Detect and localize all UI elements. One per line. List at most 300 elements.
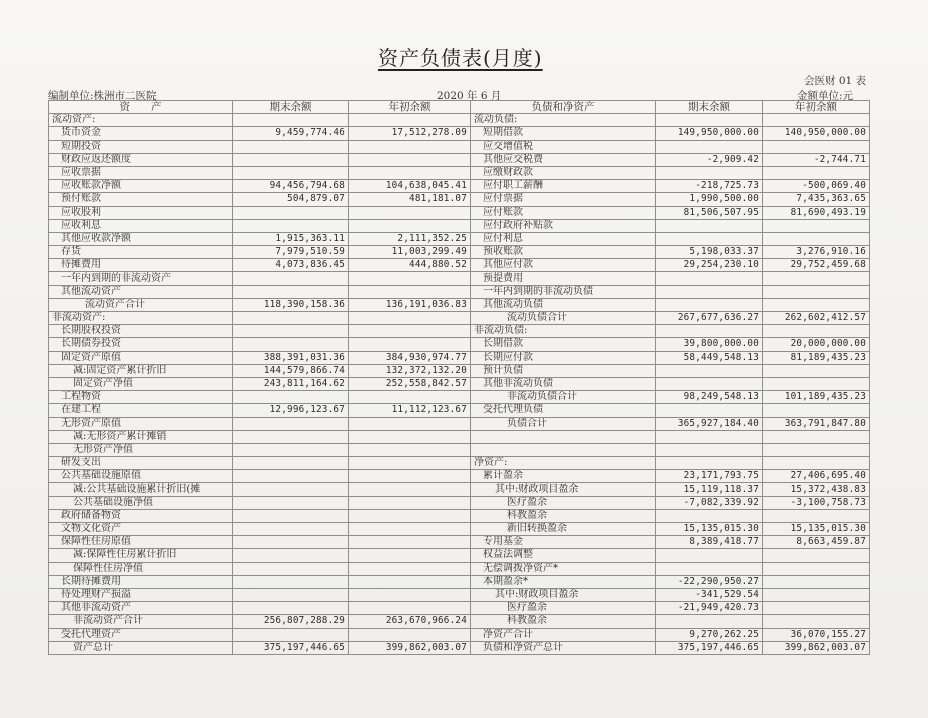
- liability-beginning-balance: -3,100,758.73: [763, 496, 870, 509]
- asset-ending-balance: [233, 523, 349, 536]
- liability-ending-balance: 375,197,446.65: [656, 641, 763, 654]
- asset-ending-balance: [233, 628, 349, 641]
- liability-label: 权益法调整: [471, 549, 656, 562]
- liability-beginning-balance: 399,862,003.07: [763, 641, 870, 654]
- liability-label: 负债和净资产总计: [471, 641, 656, 654]
- header-asset-ending: 期末余额: [233, 101, 349, 114]
- liability-beginning-balance: 20,000,000.00: [763, 338, 870, 351]
- asset-ending-balance: [233, 549, 349, 562]
- asset-ending-balance: 388,391,031.36: [233, 351, 349, 364]
- liability-label: 科教盈余: [471, 615, 656, 628]
- asset-label: 公共基础设施原值: [49, 470, 233, 483]
- asset-label: 固定资产原值: [49, 351, 233, 364]
- table-row: [49, 430, 870, 443]
- table-row: [49, 312, 870, 325]
- liability-beginning-balance: 3,276,910.16: [763, 246, 870, 259]
- header-asset: 资 产: [49, 101, 233, 114]
- asset-beginning-balance: 17,512,278.09: [349, 127, 471, 140]
- asset-label: 其他非流动资产: [49, 602, 233, 615]
- liability-ending-balance: 5,198,033.37: [656, 246, 763, 259]
- asset-beginning-balance: 136,191,036.83: [349, 298, 471, 311]
- liability-ending-balance: -341,529.54: [656, 588, 763, 601]
- liability-ending-balance: [656, 404, 763, 417]
- liability-ending-balance: [656, 298, 763, 311]
- asset-label: 短期投资: [49, 140, 233, 153]
- asset-beginning-balance: 444,880.52: [349, 259, 471, 272]
- table-row: [49, 351, 870, 364]
- table-row: [49, 193, 870, 206]
- liability-ending-balance: 29,254,230.10: [656, 259, 763, 272]
- asset-beginning-balance: [349, 562, 471, 575]
- asset-label: 存货: [49, 246, 233, 259]
- liability-label: 新旧转换盈余: [471, 523, 656, 536]
- asset-ending-balance: 1,915,363.11: [233, 232, 349, 245]
- asset-label: 其他流动资产: [49, 285, 233, 298]
- table-row: [49, 180, 870, 193]
- currency-unit: 金额单位:元: [797, 90, 854, 102]
- asset-beginning-balance: [349, 443, 471, 456]
- liability-ending-balance: 98,249,548.13: [656, 391, 763, 404]
- asset-beginning-balance: [349, 470, 471, 483]
- asset-beginning-balance: [349, 338, 471, 351]
- balance-sheet: [48, 100, 870, 655]
- liability-label: 应付政府补贴款: [471, 219, 656, 232]
- asset-beginning-balance: [349, 391, 471, 404]
- liability-beginning-balance: [763, 232, 870, 245]
- table-row: [49, 496, 870, 509]
- asset-label: 无形资产净值: [49, 443, 233, 456]
- table-header-row: [49, 101, 870, 114]
- liability-ending-balance: [656, 430, 763, 443]
- liability-ending-balance: [656, 443, 763, 456]
- asset-label: 长期债券投资: [49, 338, 233, 351]
- liability-beginning-balance: 27,406,695.40: [763, 470, 870, 483]
- table-row: [49, 483, 870, 496]
- asset-label: 减:固定资产累计折旧: [49, 364, 233, 377]
- asset-ending-balance: [233, 536, 349, 549]
- table-row: [49, 628, 870, 641]
- liability-label: 应付账款: [471, 206, 656, 219]
- liability-label: 应付利息: [471, 232, 656, 245]
- asset-beginning-balance: [349, 496, 471, 509]
- liability-label: 其他流动负债: [471, 298, 656, 311]
- liability-beginning-balance: [763, 325, 870, 338]
- liability-label: 应缴财政款: [471, 166, 656, 179]
- asset-beginning-balance: [349, 114, 471, 127]
- liability-beginning-balance: [763, 285, 870, 298]
- asset-beginning-balance: [349, 523, 471, 536]
- asset-ending-balance: [233, 483, 349, 496]
- table-row: [49, 536, 870, 549]
- liability-ending-balance: -2,909.42: [656, 153, 763, 166]
- liability-label: 无偿调拨净资产*: [471, 562, 656, 575]
- liability-beginning-balance: -2,744.71: [763, 153, 870, 166]
- table-row: [49, 575, 870, 588]
- asset-label: 文物文化资产: [49, 523, 233, 536]
- liability-label: 非流动负债合计: [471, 391, 656, 404]
- asset-label: 非流动资产合计: [49, 615, 233, 628]
- asset-ending-balance: 9,459,774.46: [233, 127, 349, 140]
- asset-ending-balance: 504,879.07: [233, 193, 349, 206]
- asset-beginning-balance: 481,181.07: [349, 193, 471, 206]
- table-row: [49, 285, 870, 298]
- liability-ending-balance: [656, 615, 763, 628]
- liability-beginning-balance: 15,372,438.83: [763, 483, 870, 496]
- asset-beginning-balance: 399,862,003.07: [349, 641, 471, 654]
- liability-label: 本期盈余*: [471, 575, 656, 588]
- table-row: [49, 443, 870, 456]
- liability-ending-balance: 39,800,000.00: [656, 338, 763, 351]
- table-row: [49, 641, 870, 654]
- liability-label: 专用基金: [471, 536, 656, 549]
- asset-ending-balance: [233, 166, 349, 179]
- asset-label: 政府储备物资: [49, 509, 233, 522]
- liability-label: 一年内到期的非流动负债: [471, 285, 656, 298]
- liability-label: 应付职工薪酬: [471, 180, 656, 193]
- asset-label: 长期待摊费用: [49, 575, 233, 588]
- liability-ending-balance: -21,949,420.73: [656, 602, 763, 615]
- asset-ending-balance: [233, 312, 349, 325]
- liability-beginning-balance: -500,069.40: [763, 180, 870, 193]
- liability-ending-balance: 15,119,118.37: [656, 483, 763, 496]
- table-row: [49, 364, 870, 377]
- liability-label: 累计盈余: [471, 470, 656, 483]
- liability-label: 非流动负债:: [471, 325, 656, 338]
- asset-beginning-balance: [349, 166, 471, 179]
- liability-beginning-balance: [763, 166, 870, 179]
- liability-beginning-balance: [763, 404, 870, 417]
- asset-beginning-balance: [349, 417, 471, 430]
- liability-ending-balance: -7,082,339.92: [656, 496, 763, 509]
- liability-ending-balance: [656, 377, 763, 390]
- asset-beginning-balance: [349, 536, 471, 549]
- liability-beginning-balance: [763, 140, 870, 153]
- asset-ending-balance: 118,390,158.36: [233, 298, 349, 311]
- asset-label: 应收账款净额: [49, 180, 233, 193]
- asset-ending-balance: 12,996,123.67: [233, 404, 349, 417]
- asset-label: 公共基础设施净值: [49, 496, 233, 509]
- asset-beginning-balance: 263,670,966.24: [349, 615, 471, 628]
- asset-label: 待处理财产损溢: [49, 588, 233, 601]
- table-row: [49, 602, 870, 615]
- liability-beginning-balance: [763, 443, 870, 456]
- asset-beginning-balance: [349, 575, 471, 588]
- table-row: [49, 338, 870, 351]
- reporting-period: 2020 年 6 月: [437, 90, 502, 102]
- table-row: [49, 523, 870, 536]
- asset-ending-balance: [233, 443, 349, 456]
- asset-label: 预付账款: [49, 193, 233, 206]
- table-row: [49, 140, 870, 153]
- asset-label: 保障性住房原值: [49, 536, 233, 549]
- asset-label: 流动资产合计: [49, 298, 233, 311]
- liability-ending-balance: 8,389,418.77: [656, 536, 763, 549]
- liability-ending-balance: [656, 509, 763, 522]
- table-row: [49, 377, 870, 390]
- asset-ending-balance: [233, 206, 349, 219]
- asset-beginning-balance: 2,111,352.25: [349, 232, 471, 245]
- liability-ending-balance: [656, 457, 763, 470]
- table-row: [49, 153, 870, 166]
- table-row: [49, 404, 870, 417]
- liability-label: 其他应交税费: [471, 153, 656, 166]
- liability-label: 净资产:: [471, 457, 656, 470]
- liability-beginning-balance: 15,135,015.30: [763, 523, 870, 536]
- asset-beginning-balance: [349, 483, 471, 496]
- liability-beginning-balance: 81,690,493.19: [763, 206, 870, 219]
- asset-beginning-balance: [349, 602, 471, 615]
- liability-ending-balance: [656, 166, 763, 179]
- table-row: [49, 391, 870, 404]
- asset-label: 资产总计: [49, 641, 233, 654]
- liability-beginning-balance: [763, 615, 870, 628]
- liability-beginning-balance: [763, 272, 870, 285]
- asset-label: 减:保障性住房累计折旧: [49, 549, 233, 562]
- asset-ending-balance: [233, 602, 349, 615]
- liability-ending-balance: 1,990,500.00: [656, 193, 763, 206]
- asset-beginning-balance: 252,558,842.57: [349, 377, 471, 390]
- table-row: [49, 259, 870, 272]
- asset-ending-balance: 7,979,510.59: [233, 246, 349, 259]
- header-liability-ending: 期末余额: [656, 101, 763, 114]
- asset-beginning-balance: [349, 285, 471, 298]
- asset-beginning-balance: [349, 140, 471, 153]
- header-asset-beginning: 年初余额: [349, 101, 471, 114]
- asset-label: 研发支出: [49, 457, 233, 470]
- liability-label: 负债合计: [471, 417, 656, 430]
- asset-label: 一年内到期的非流动资产: [49, 272, 233, 285]
- asset-beginning-balance: 104,638,045.41: [349, 180, 471, 193]
- asset-label: 固定资产净值: [49, 377, 233, 390]
- liability-label: 科教盈余: [471, 509, 656, 522]
- liability-ending-balance: [656, 364, 763, 377]
- liability-beginning-balance: 140,950,000.00: [763, 127, 870, 140]
- liability-ending-balance: 9,270,262.25: [656, 628, 763, 641]
- liability-label: 预计负债: [471, 364, 656, 377]
- asset-ending-balance: [233, 496, 349, 509]
- asset-label: 长期股权投资: [49, 325, 233, 338]
- asset-ending-balance: [233, 509, 349, 522]
- liability-ending-balance: 15,135,015.30: [656, 523, 763, 536]
- liability-label: 其他应付款: [471, 259, 656, 272]
- liability-ending-balance: 23,171,793.75: [656, 470, 763, 483]
- liability-beginning-balance: 29,752,459.68: [763, 259, 870, 272]
- asset-ending-balance: [233, 391, 349, 404]
- table-row: [49, 127, 870, 140]
- liability-ending-balance: 267,677,636.27: [656, 312, 763, 325]
- liability-beginning-balance: 8,663,459.87: [763, 536, 870, 549]
- liability-beginning-balance: [763, 562, 870, 575]
- asset-label: 工程物资: [49, 391, 233, 404]
- liability-label: 其中:财政项目盈余: [471, 483, 656, 496]
- liability-label: 净资产合计: [471, 628, 656, 641]
- asset-ending-balance: [233, 588, 349, 601]
- asset-ending-balance: 144,579,866.74: [233, 364, 349, 377]
- liability-label: 应付票据: [471, 193, 656, 206]
- table-row: [49, 562, 870, 575]
- liability-beginning-balance: [763, 602, 870, 615]
- asset-ending-balance: 243,811,164.62: [233, 377, 349, 390]
- asset-beginning-balance: [349, 549, 471, 562]
- table-row: [49, 272, 870, 285]
- asset-label: 流动资产:: [49, 114, 233, 127]
- balance-sheet-table: [48, 100, 870, 655]
- liability-label: 预提费用: [471, 272, 656, 285]
- liability-beginning-balance: [763, 588, 870, 601]
- asset-beginning-balance: 132,372,132.20: [349, 364, 471, 377]
- asset-label: 待摊费用: [49, 259, 233, 272]
- table-row: [49, 166, 870, 179]
- liability-label: 流动负债合计: [471, 312, 656, 325]
- liability-ending-balance: [656, 562, 763, 575]
- asset-ending-balance: [233, 562, 349, 575]
- asset-ending-balance: [233, 325, 349, 338]
- liability-label: 医疗盈余: [471, 602, 656, 615]
- asset-label: 在建工程: [49, 404, 233, 417]
- asset-ending-balance: [233, 470, 349, 483]
- table-row: [49, 509, 870, 522]
- liability-beginning-balance: 363,791,847.80: [763, 417, 870, 430]
- asset-label: 无形资产原值: [49, 417, 233, 430]
- liability-ending-balance: [656, 272, 763, 285]
- asset-label: 应收票据: [49, 166, 233, 179]
- liability-label: 应交增值税: [471, 140, 656, 153]
- asset-beginning-balance: 384,930,974.77: [349, 351, 471, 364]
- asset-beginning-balance: [349, 312, 471, 325]
- liability-ending-balance: [656, 219, 763, 232]
- asset-beginning-balance: [349, 153, 471, 166]
- asset-beginning-balance: 11,003,299.49: [349, 246, 471, 259]
- header-liability-beginning: 年初余额: [763, 101, 870, 114]
- asset-label: 货币资金: [49, 127, 233, 140]
- liability-ending-balance: 58,449,548.13: [656, 351, 763, 364]
- liability-beginning-balance: [763, 457, 870, 470]
- liability-beginning-balance: 7,435,363.65: [763, 193, 870, 206]
- reporting-unit: 编制单位:株洲市二医院: [48, 90, 157, 102]
- asset-ending-balance: [233, 285, 349, 298]
- liability-ending-balance: [656, 140, 763, 153]
- asset-ending-balance: [233, 575, 349, 588]
- liability-ending-balance: -218,725.73: [656, 180, 763, 193]
- liability-beginning-balance: 81,189,435.23: [763, 351, 870, 364]
- liability-beginning-balance: [763, 114, 870, 127]
- form-code: 会医财 01 表: [804, 75, 867, 87]
- asset-label: 受托代理资产: [49, 628, 233, 641]
- liability-ending-balance: -22,290,950.27: [656, 575, 763, 588]
- asset-ending-balance: [233, 153, 349, 166]
- asset-label: 减:无形资产累计摊销: [49, 430, 233, 443]
- liability-ending-balance: 81,506,507.95: [656, 206, 763, 219]
- asset-ending-balance: [233, 338, 349, 351]
- header-liability: 负债和净资产: [471, 101, 656, 114]
- table-row: [49, 615, 870, 628]
- table-row: [49, 298, 870, 311]
- asset-beginning-balance: [349, 457, 471, 470]
- liability-beginning-balance: [763, 549, 870, 562]
- liability-beginning-balance: [763, 575, 870, 588]
- table-row: [49, 549, 870, 562]
- table-row: [49, 588, 870, 601]
- asset-label: 非流动资产:: [49, 312, 233, 325]
- liability-label: [471, 430, 656, 443]
- liability-label: 其中:财政项目盈余: [471, 588, 656, 601]
- asset-ending-balance: [233, 140, 349, 153]
- asset-ending-balance: 375,197,446.65: [233, 641, 349, 654]
- asset-label: 应收利息: [49, 219, 233, 232]
- page-title: 资产负债表(月度): [378, 46, 543, 70]
- asset-beginning-balance: [349, 588, 471, 601]
- liability-beginning-balance: 101,189,435.23: [763, 391, 870, 404]
- balance-sheet-body: [49, 101, 870, 655]
- asset-ending-balance: [233, 114, 349, 127]
- asset-ending-balance: 256,807,288.29: [233, 615, 349, 628]
- table-row: [49, 114, 870, 127]
- liability-ending-balance: [656, 325, 763, 338]
- liability-label: [471, 443, 656, 456]
- asset-beginning-balance: [349, 206, 471, 219]
- asset-ending-balance: [233, 417, 349, 430]
- table-row: [49, 470, 870, 483]
- table-row: [49, 457, 870, 470]
- asset-beginning-balance: [349, 272, 471, 285]
- liability-label: 短期借款: [471, 127, 656, 140]
- table-row: [49, 206, 870, 219]
- table-row: [49, 232, 870, 245]
- liability-label: 长期借款: [471, 338, 656, 351]
- table-row: [49, 219, 870, 232]
- liability-label: 流动负债:: [471, 114, 656, 127]
- liability-ending-balance: 365,927,184.40: [656, 417, 763, 430]
- asset-beginning-balance: [349, 509, 471, 522]
- asset-beginning-balance: [349, 219, 471, 232]
- liability-ending-balance: [656, 114, 763, 127]
- asset-beginning-balance: [349, 430, 471, 443]
- table-row: [49, 325, 870, 338]
- asset-beginning-balance: [349, 325, 471, 338]
- asset-ending-balance: [233, 219, 349, 232]
- asset-ending-balance: 94,456,794.68: [233, 180, 349, 193]
- liability-beginning-balance: [763, 430, 870, 443]
- table-row: [49, 246, 870, 259]
- asset-label: 其他应收款净额: [49, 232, 233, 245]
- asset-ending-balance: [233, 457, 349, 470]
- liability-beginning-balance: 36,070,155.27: [763, 628, 870, 641]
- liability-label: 其他非流动负债: [471, 377, 656, 390]
- liability-beginning-balance: [763, 298, 870, 311]
- asset-ending-balance: [233, 272, 349, 285]
- liability-label: 预收账款: [471, 246, 656, 259]
- liability-beginning-balance: [763, 364, 870, 377]
- liability-beginning-balance: [763, 219, 870, 232]
- table-row: [49, 417, 870, 430]
- asset-label: 应收股利: [49, 206, 233, 219]
- liability-ending-balance: [656, 549, 763, 562]
- asset-beginning-balance: 11,112,123.67: [349, 404, 471, 417]
- asset-label: 保障性住房净值: [49, 562, 233, 575]
- liability-ending-balance: [656, 285, 763, 298]
- asset-label: 财政应返还额度: [49, 153, 233, 166]
- liability-label: 长期应付款: [471, 351, 656, 364]
- liability-ending-balance: [656, 232, 763, 245]
- liability-ending-balance: 149,950,000.00: [656, 127, 763, 140]
- asset-ending-balance: 4,073,836.45: [233, 259, 349, 272]
- liability-beginning-balance: [763, 509, 870, 522]
- asset-ending-balance: [233, 430, 349, 443]
- asset-beginning-balance: [349, 628, 471, 641]
- liability-beginning-balance: 262,602,412.57: [763, 312, 870, 325]
- asset-label: 减:公共基础设施累计折旧(摊: [49, 483, 233, 496]
- liability-label: 医疗盈余: [471, 496, 656, 509]
